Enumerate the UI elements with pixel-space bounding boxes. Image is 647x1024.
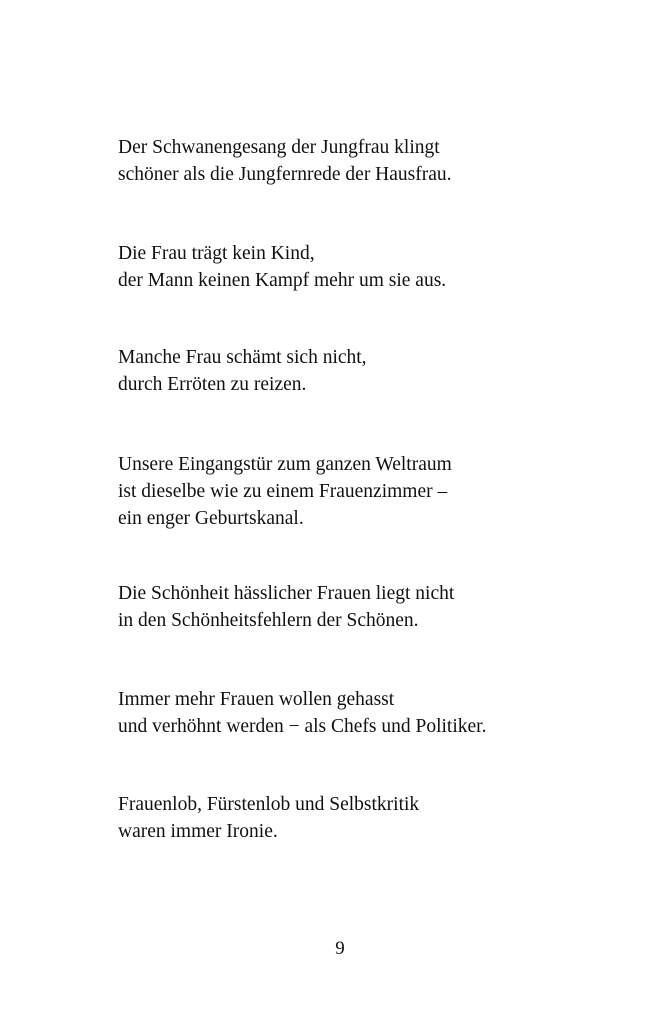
aphorism-line: ist dieselbe wie zu einem Frauenzimmer –: [118, 481, 448, 502]
aphorism-line: Die Schönheit hässlicher Frauen liegt nicht: [118, 583, 455, 604]
aphorism-line: waren immer Ironie.: [118, 821, 278, 842]
aphorism-line: durch Erröten zu reizen.: [118, 374, 307, 395]
aphorism-line: in den Schönheitsfehlern der Schönen.: [118, 610, 419, 631]
aphorism-line: ein enger Geburtskanal.: [118, 508, 304, 529]
page-number: 9: [335, 938, 345, 959]
aphorism-stanza: [118, 240, 618, 294]
aphorism-line: und verhöhnt werden − als Chefs und Politiker.: [118, 716, 487, 737]
aphorism-line: Frauenlob, Fürstenlob und Selbstkritik: [118, 794, 420, 815]
aphorism-line: schöner als die Jungfernrede der Hausfrau.: [118, 164, 452, 185]
aphorism-line: Immer mehr Frauen wollen gehasst: [118, 689, 395, 710]
aphorism-line: Die Frau trägt kein Kind,: [118, 243, 315, 264]
aphorism-stanza: [118, 580, 618, 634]
aphorism-line: Der Schwanengesang der Jungfrau klingt: [118, 137, 440, 158]
aphorism-stanza: [118, 791, 618, 845]
aphorism-stanza: [118, 686, 618, 740]
aphorism-stanza: [118, 344, 618, 398]
aphorism-line: der Mann keinen Kampf mehr um sie aus.: [118, 270, 447, 291]
aphorism-line: Manche Frau schämt sich nicht,: [118, 347, 367, 368]
aphorism-stanza: [118, 134, 618, 188]
aphorism-stanza: [118, 451, 618, 532]
aphorism-line: Unsere Eingangstür zum ganzen Weltraum: [118, 454, 452, 475]
